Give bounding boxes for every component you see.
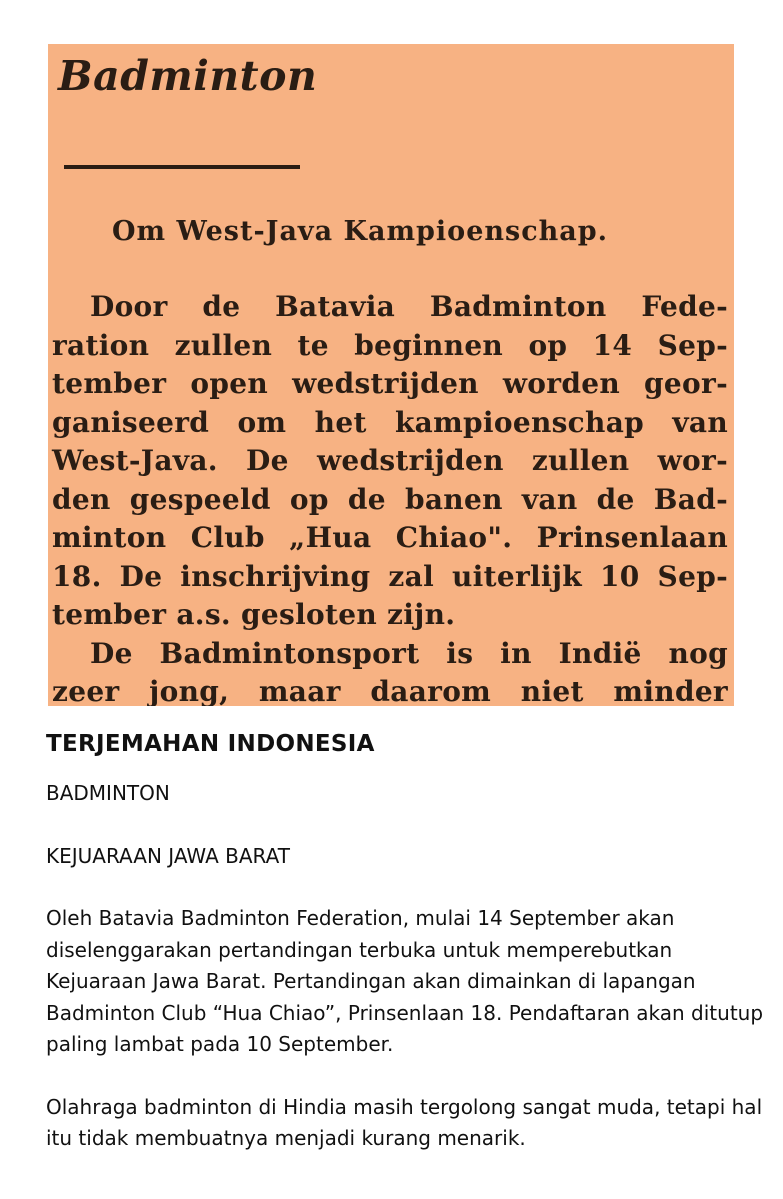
clipping-heading: Badminton: [58, 52, 318, 100]
clipping-line: ganiseerd om het kampioenschap van: [52, 405, 728, 439]
clipping-line: De Badmintonsport is in Indië nog: [90, 636, 728, 670]
translation-heading: TERJEMAHAN INDONESIA: [46, 731, 375, 757]
clipping-line: tember a.s. gesloten zijn.: [52, 598, 456, 631]
clipping-line: West-Java. De wedstrijden zullen wor-: [52, 444, 728, 477]
translation-title: BADMINTON: [46, 781, 170, 805]
translation-paragraph: Oleh Batavia Badminton Federation, mulai 14 September akan diselenggarakan pertandingan terbuka untuk memperebutkan Kejuaraan Jawa Barat. Pertandingan akan dimainkan di lapangan Badminton Club “Hua Chiao”, Prinsenlaan 18. Pendaftaran akan ditutup paling lambat pada 10 September.: [46, 906, 764, 1056]
clipping-line: zeer jong, maar daarom niet minder: [52, 675, 728, 706]
clipping-line: 18. De inschrijving zal uiterlijk 10 Sep-: [52, 559, 728, 593]
newspaper-clipping: [48, 44, 734, 706]
clipping-line: Door de Batavia Badminton Fede-: [90, 290, 728, 323]
translation-subtitle: KEJUARAAN JAWA BARAT: [46, 843, 290, 868]
clipping-line: ration zullen te beginnen op 14 Sep-: [52, 328, 728, 362]
clipping-line: den gespeeld op de banen van de Bad-: [52, 482, 728, 516]
translation-section: [46, 728, 776, 1186]
clipping-line: tember open wedstrijden worden geor-: [52, 367, 728, 400]
clipping-line: minton Club „Hua Chiao". Prinsenlaan: [52, 521, 728, 554]
clipping-subheading: Om West-Java Kampioenschap.: [112, 216, 609, 247]
clipping-body: [52, 288, 728, 706]
translation-paragraph: Olahraga badminton di Hindia masih tergolong sangat muda, tetapi hal itu tidak membuatnya menjadi kurang menarik.: [46, 1094, 763, 1150]
clipping-rule: [64, 165, 300, 169]
